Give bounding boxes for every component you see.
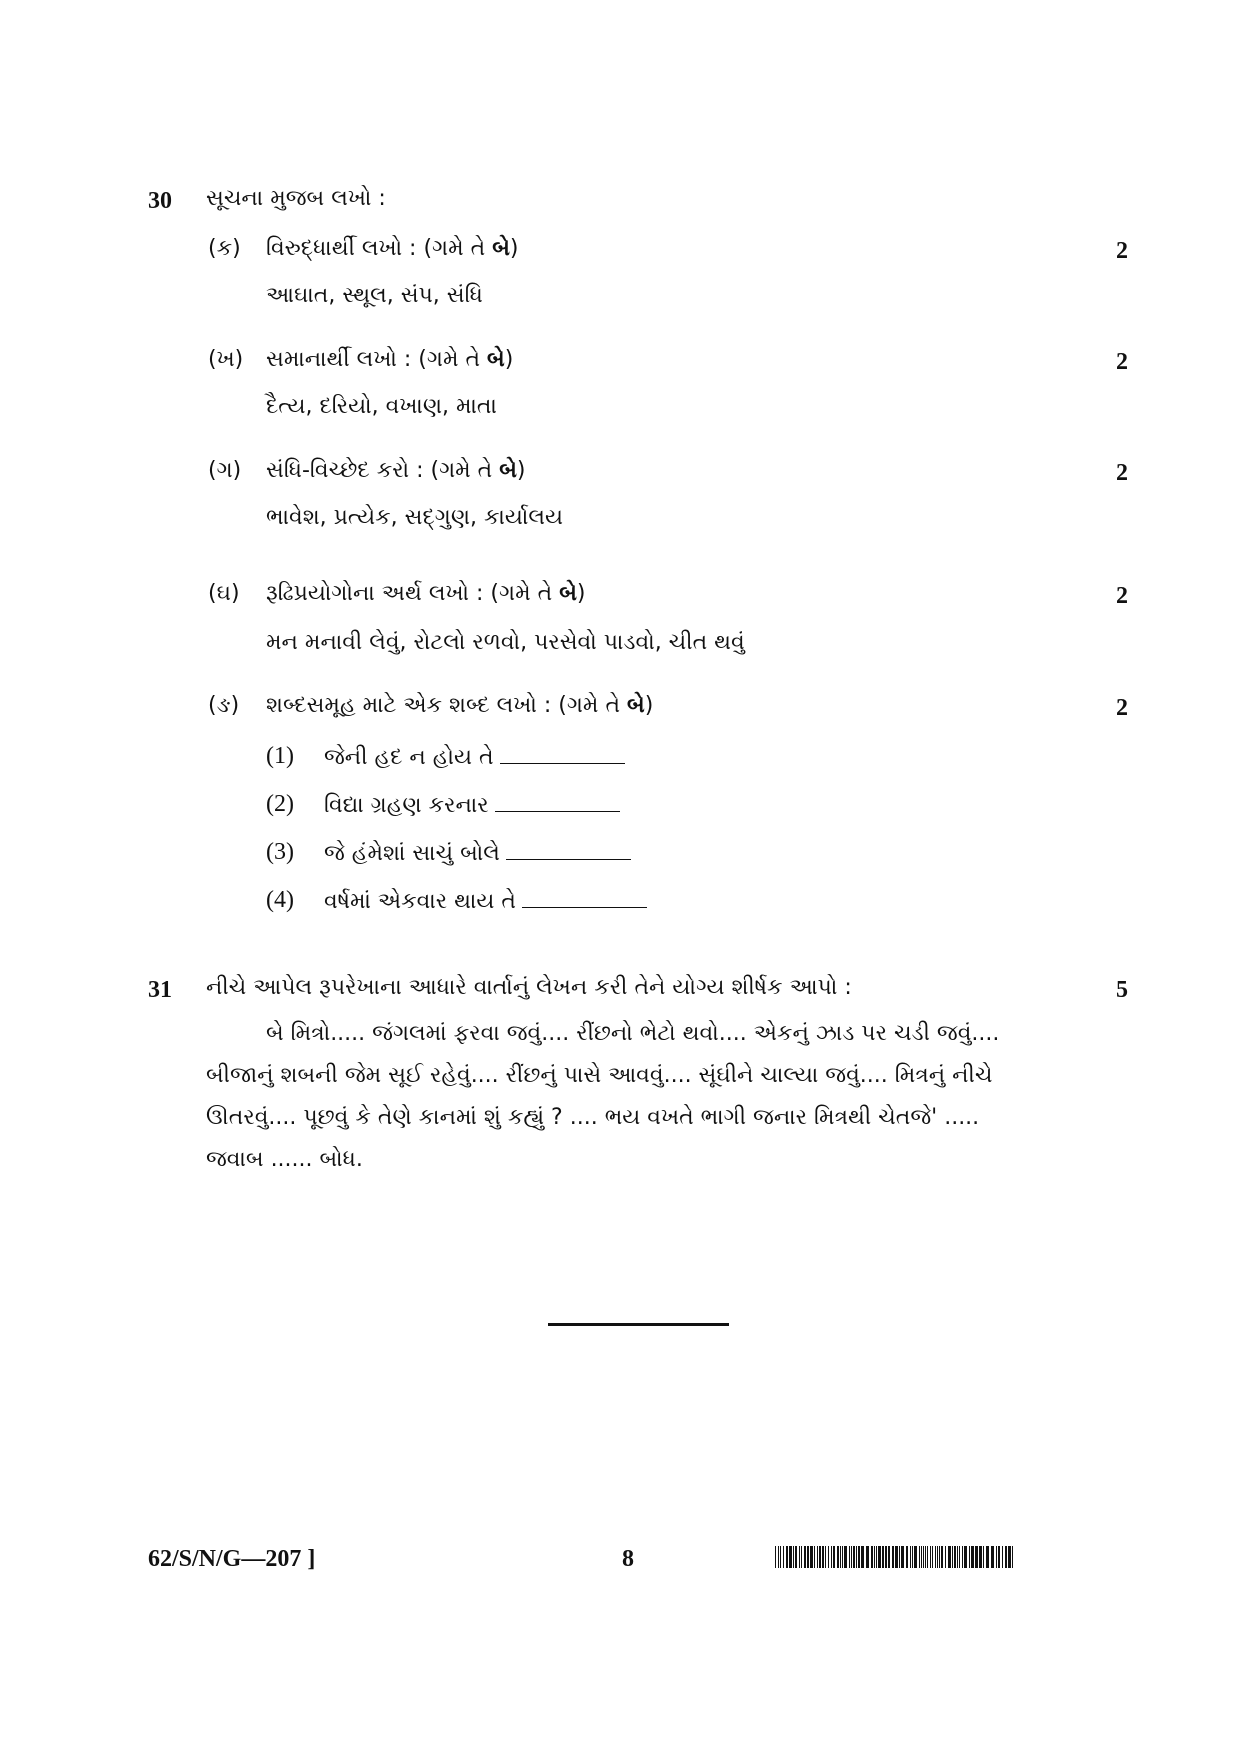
marks-kha: 2 (1116, 349, 1128, 375)
prompt-emphasis: બે (487, 347, 505, 372)
sub-item-1 (324, 741, 625, 770)
question-number-31: 31 (148, 977, 172, 1003)
prompt-emphasis: બે (559, 581, 577, 606)
marks-q31: 5 (1116, 977, 1128, 1003)
part-prompt-gha (266, 581, 585, 606)
prompt-text: સંધિ-વિચ્છેદ કરો : (ગમે તે (266, 458, 500, 483)
words-kha: દૈત્ય, દરિયો, વખાણ, માતા (266, 394, 497, 419)
sub-item-text: જેની હદ ન હોય તે (324, 745, 494, 770)
prompt-close: ) (516, 458, 526, 483)
page-number: 8 (622, 1546, 634, 1572)
sub-item-number-2: (2) (266, 791, 294, 817)
prompt-emphasis: બે (627, 693, 645, 718)
answer-blank (522, 885, 647, 908)
sub-item-text: જે હંમેશાં સાચું બોલે (324, 841, 500, 866)
words-gha: મન મનાવી લેવું, રોટલો રળવો, પરસેવો પાડવો, ચીત થવું (266, 630, 745, 655)
question-number-30: 30 (148, 188, 172, 214)
prompt-close: ) (644, 693, 654, 718)
part-label-gha: (ઘ) (208, 581, 240, 606)
story-outline-text: બે મિત્રો..... જંગલમાં ફરવા જવું.... રીંછનો ભેટો થવો.... એકનું ઝાડ પર ચડી જવું.... બીજાનું શબની જેમ સૂઈ રહેવું.... રીંછનું પાસે આવવું.... સૂંઘીને ચાલ્યા જવું.... મિત્રનું નીચે ઊતરવું.... પૂછવું કે તેણે કાનમાં શું કહ્યું ? .... ભય વખતે ભાગી જનાર મિત્રથી ચેતજે' ..... જવાબ ...... બોધ. (206, 1021, 1000, 1172)
marks-gha: 2 (1116, 583, 1128, 609)
part-label-kha: (ખ) (208, 347, 244, 372)
sub-item-3 (324, 837, 631, 866)
sub-item-number-4: (4) (266, 887, 294, 913)
question-30-instruction: સૂચના મુજબ લખો : (206, 186, 386, 211)
answer-blank (500, 741, 625, 764)
part-prompt-ga (266, 458, 526, 483)
marks-ka: 2 (1116, 238, 1128, 264)
words-ka: આઘાત, સ્થૂલ, સંપ, સંધિ (266, 283, 483, 308)
prompt-close: ) (509, 236, 519, 261)
end-of-paper-rule (548, 1323, 729, 1326)
prompt-close: ) (504, 347, 514, 372)
answer-blank (506, 837, 631, 860)
part-prompt-kha (266, 347, 513, 372)
sub-item-text: વિદ્યા ગ્રહણ કરનાર (324, 793, 489, 818)
part-label-nga: (ઙ) (208, 693, 240, 718)
part-label-ka: (ક) (208, 236, 241, 261)
prompt-text: રૂઢિપ્રયોગોના અર્થ લખો : (ગમે તે (266, 581, 560, 606)
sub-item-4 (324, 885, 647, 914)
part-prompt-ka (266, 236, 518, 261)
prompt-emphasis: બે (492, 236, 510, 261)
sub-item-2 (324, 789, 620, 818)
prompt-text: સમાનાર્થી લખો : (ગમે તે (266, 347, 488, 372)
prompt-text: વિરુદ્ધાર્થી લખો : (ગમે તે (266, 236, 493, 261)
marks-nga: 2 (1116, 695, 1128, 721)
part-label-ga: (ગ) (208, 458, 242, 483)
sub-item-number-3: (3) (266, 839, 294, 865)
part-prompt-nga (266, 693, 653, 718)
marks-ga: 2 (1116, 460, 1128, 486)
question-31-instruction: નીચે આપેલ રૂપરેખાના આધારે વાર્તાનું લેખન કરી તેને યોગ્ય શીર્ષક આપો : (206, 975, 852, 1000)
prompt-close: ) (576, 581, 586, 606)
sub-item-text: વર્ષમાં એકવાર થાય તે (324, 889, 516, 914)
barcode-icon (775, 1546, 1015, 1568)
paper-code: 62/S/N/G—207 ] (148, 1546, 316, 1572)
sub-item-number-1: (1) (266, 743, 294, 769)
answer-blank (495, 789, 620, 812)
prompt-emphasis: બે (499, 458, 517, 483)
words-ga: ભાવેશ, પ્રત્યેક, સદ્‌ગુણ, કાર્યાલય (266, 505, 563, 530)
prompt-text: શબ્દસમૂહ માટે એક શબ્દ લખો : (ગમે તે (266, 693, 628, 718)
story-outline (206, 1013, 1016, 1181)
